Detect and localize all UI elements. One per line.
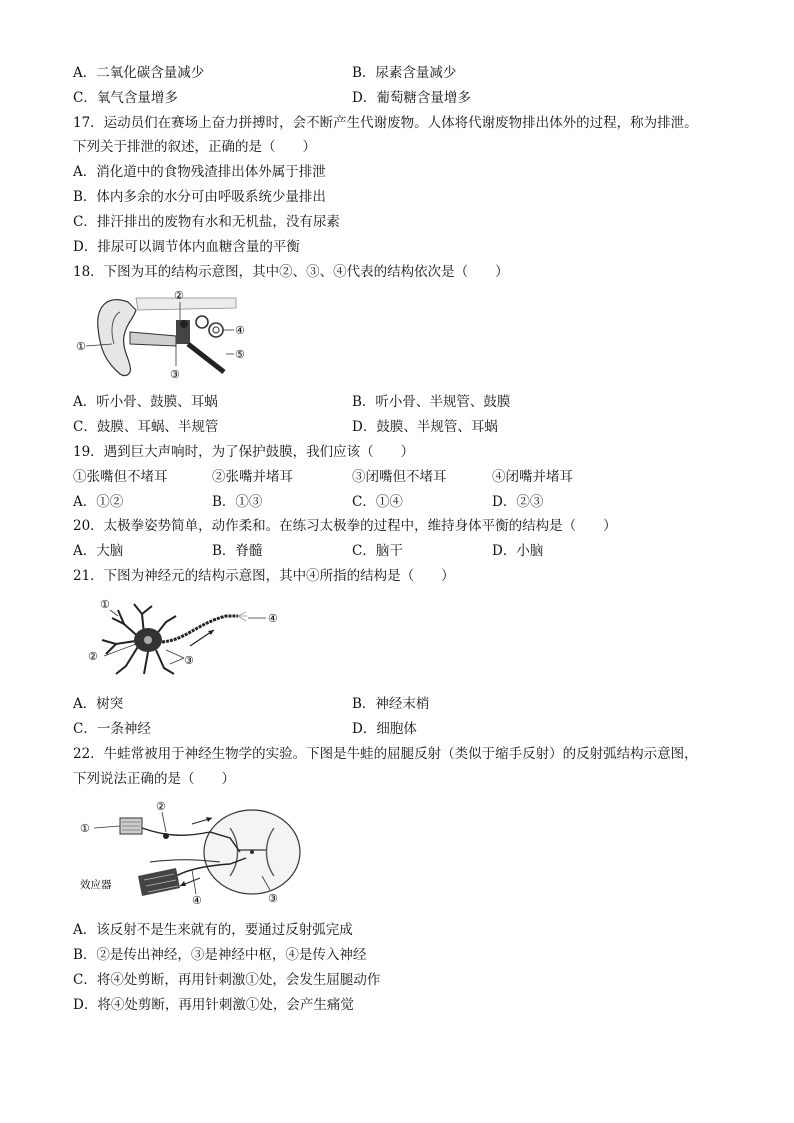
reflex-label-2: ② [156,800,166,813]
nerve-ending-shape [238,612,247,621]
q22-stem-line1: 22．牛蛙常被用于神经生物学的实验。下图是牛蛙的屈腿反射（类似于缩手反射）的反射弧结构示意图， [73,746,698,762]
q17-option-b: B．体内多余的水分可由呼吸系统少量排出 [73,189,326,205]
eustachian-tube-shape [188,344,224,372]
axon-shape [162,616,238,642]
ear-label-4: ④ [235,324,245,337]
effector-label: 效应器 [80,879,112,891]
ear-canal-shape [130,332,176,346]
neuron-label-3: ③ [184,654,194,667]
q22-option-c: C．将④处剪断，再用针刺激①处，会发生屈腿动作 [73,972,381,988]
q20-option-c: C．脑干 [352,543,403,559]
ear-label-5: ⑤ [235,348,245,361]
reflex-label-4: ④ [192,894,202,906]
ear-label-2: ② [174,289,184,302]
q21-option-b: B．神经末梢 [352,696,430,712]
q21-stem: 21．下图为神经元的结构示意图，其中④所指的结构是（ ） [73,568,455,584]
q21-option-d: D．细胞体 [352,721,417,737]
nucleus-shape [144,636,152,644]
q19-choice-2: ②张嘴并堵耳 [212,469,293,485]
effector-shape [138,868,180,896]
q17-stem-line2: 下列关于排泄的叙述，正确的是（ ） [73,139,316,155]
reflex-label-1: ① [80,822,90,835]
q20-option-a: A．大脑 [73,543,124,559]
reflex-label-3: ③ [268,892,278,905]
semicircular-canal-shape [196,316,208,328]
q20-option-d: D．小脑 [492,543,544,559]
q22-option-d: D．将④处剪断，再用针刺激①处，会产生痛觉 [73,997,354,1013]
reflex-arc-diagram [80,798,302,906]
q22-option-a: A．该反射不是生来就有的，要通过反射弧完成 [73,922,353,938]
q19-option-b: B．①③ [212,494,263,510]
q17-option-c: C．排汗排出的废物有水和无机盐，没有尿素 [73,214,340,230]
q16-option-d: D．葡萄糖含量增多 [352,90,471,106]
q16-option-c: C．氧气含量增多 [73,90,178,106]
q19-choice-1: ①张嘴但不堵耳 [73,469,168,485]
q22-option-b: B．②是传出神经，③是神经中枢，④是传入神经 [73,947,367,963]
q20-option-b: B．脊髓 [212,543,263,559]
q18-stem: 18．下图为耳的结构示意图，其中②、③、④代表的结构依次是（ ） [73,264,509,280]
q21-option-a: A．树突 [73,696,124,712]
q18-option-b: B．听小骨、半规管、鼓膜 [352,394,511,410]
q17-stem-line1: 17．运动员们在赛场上奋力拼搏时，会不断产生代谢废物。人体将代谢废物排出体外的过程，称为排泄。 [73,115,698,131]
q22-stem-line2: 下列说法正确的是（ ） [73,771,235,787]
q18-option-c: C．鼓膜、耳蜗、半规管 [73,419,219,435]
neuron-label-4: ④ [268,612,278,625]
ear-label-3: ③ [170,368,180,381]
q18-option-a: A．听小骨、鼓膜、耳蜗 [73,394,218,410]
q18-option-d: D．鼓膜、半规管、耳蜗 [352,419,498,435]
q19-stem: 19．遇到巨大声响时，为了保护鼓膜，我们应该（ ） [73,444,415,460]
q17-option-a: A．消化道中的食物残渣排出体外属于排泄 [73,164,326,180]
q20-stem: 20．太极拳姿势简单，动作柔和。在练习太极拳的过程中，维持身体平衡的结构是（ ） [73,518,617,534]
q16-option-a: A．二氧化碳含量减少 [73,65,205,81]
ear-diagram [76,288,252,384]
q17-option-d: D．排尿可以调节体内血糖含量的平衡 [73,239,300,255]
q21-option-c: C．一条神经 [73,721,151,737]
q19-option-a: A．①② [73,494,124,510]
cochlea-shape [209,323,223,337]
q19-option-c: C．①④ [352,494,403,510]
neuron-label-1: ① [100,598,110,611]
neuron-diagram [86,594,286,686]
neuron-label-2: ② [88,650,98,663]
q19-choice-4: ④闭嘴并堵耳 [492,469,573,485]
q16-option-b: B．尿素含量减少 [352,65,457,81]
q19-option-d: D．②③ [492,494,544,510]
q19-choice-3: ③闭嘴但不堵耳 [352,469,447,485]
ear-label-1: ① [76,340,86,353]
